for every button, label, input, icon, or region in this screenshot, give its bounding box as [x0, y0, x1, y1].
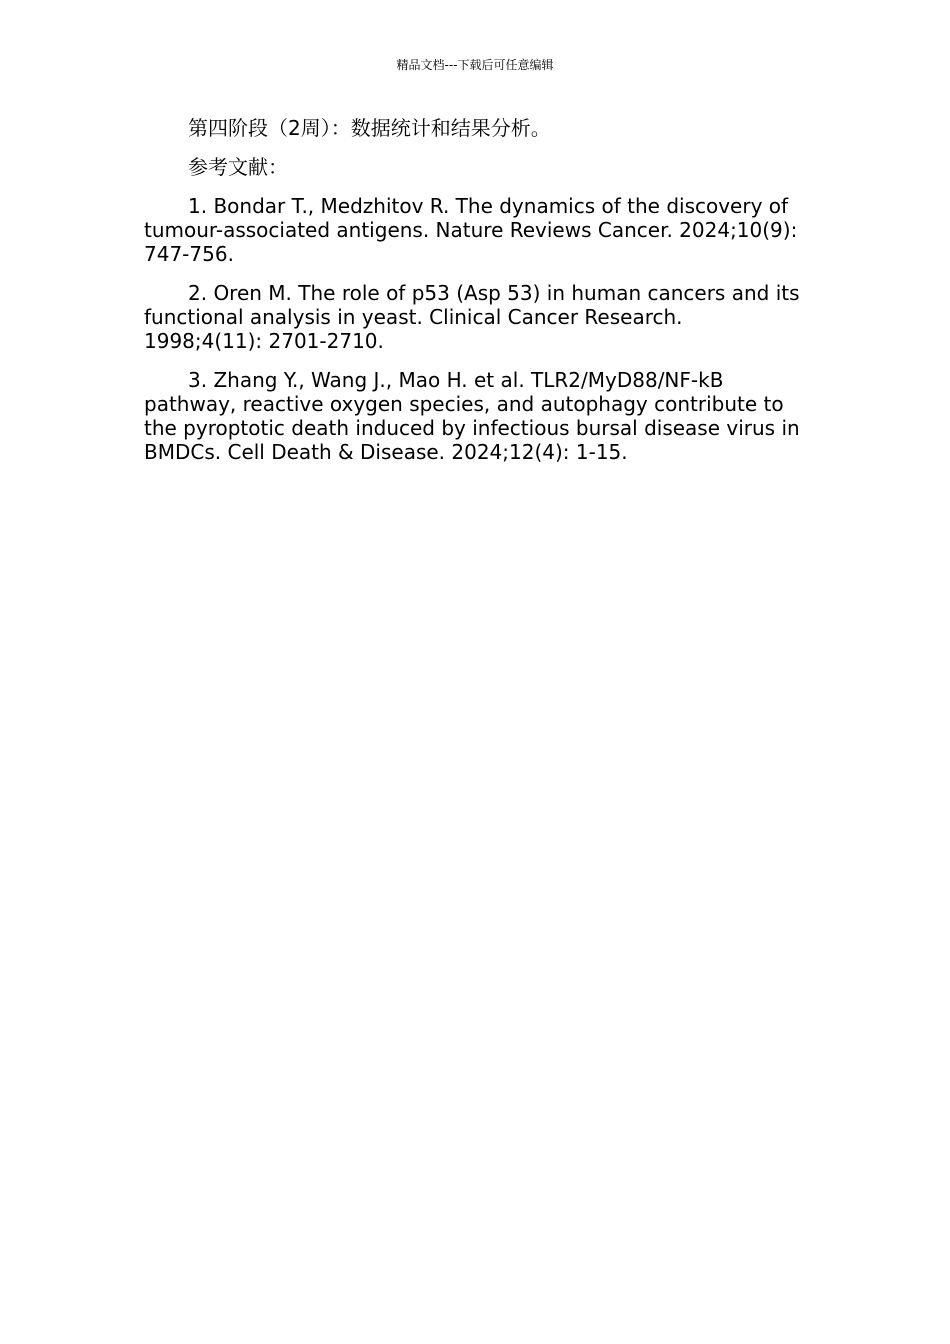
reference-item: 1. Bondar T., Medzhitov R. The dynamics of the discovery of tumour-associated antigens. Nature Reviews Cancer. 2024;10(9): 747-756.: [144, 194, 798, 266]
references-heading: 参考文献：: [188, 155, 288, 179]
reference-item: 3. Zhang Y., Wang J., Mao H. et al. TLR2/MyD88/NF-kB pathway, reactive oxygen species, and autophagy contribute to the pyroptotic death induced by infectious bursal disease virus in BMDCs. Cell Death & Disease. 2024;12(4): 1-15.: [144, 368, 800, 464]
document-body: [144, 116, 804, 479]
reference-item: 2. Oren M. The role of p53 (Asp 53) in human cancers and its functional analysis in yeast. Clinical Cancer Research. 1998;4(11): 2701-2710.: [144, 281, 800, 353]
stage-line: 第四阶段（2周）：数据统计和结果分析。: [188, 116, 551, 140]
page-header: 精品文档---下载后可任意编辑: [396, 58, 554, 72]
